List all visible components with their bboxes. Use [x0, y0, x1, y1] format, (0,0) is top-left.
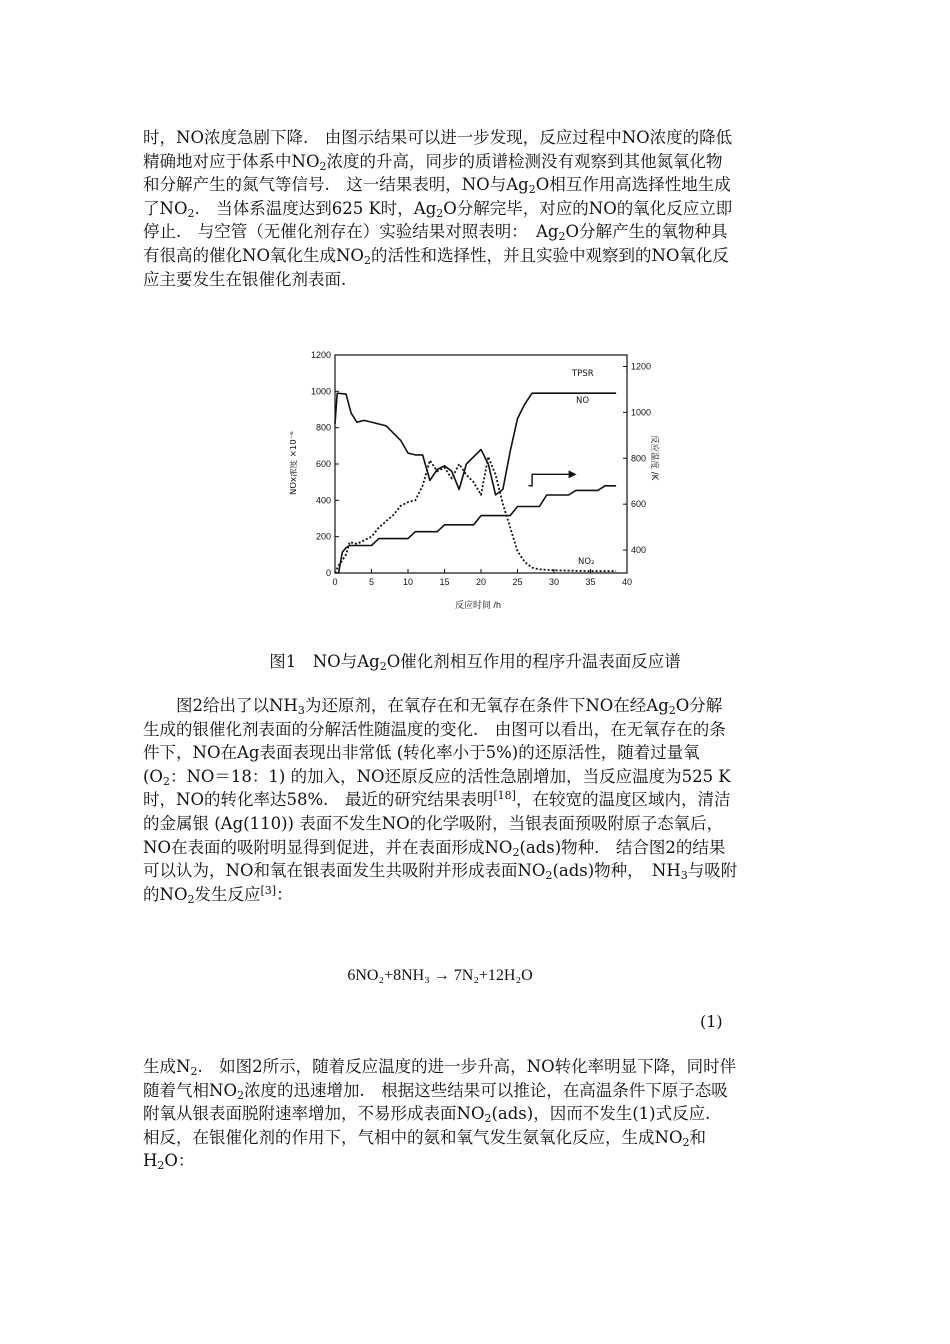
y-left-tick-label: 0 — [325, 568, 331, 578]
y-right-tick-label: 800 — [631, 453, 647, 464]
right-axis-arrow-line — [528, 474, 568, 485]
x-tick-label: 15 — [439, 577, 450, 587]
equation-number: (1) — [700, 1012, 723, 1031]
paragraph-3: 生成$N_2$. 如图2所示，随着反应温度的进一步升高，NO转化率明显下降，同时伴随着气相$NO_2$浓度的迅速增加. 根据这些结果可以推论，在高温条件下原子态吸附氧从银表面脱附速率增加，不易形成表面$NO_2(ads)$，因而不发生(1)式反应. 相反，在银催化剂的作用下，气相中的氨和氧气发生氨氧化反应，生成$NO_2$和$H_2O$： — [143, 1057, 737, 1173]
y-left-tick-label: 600 — [315, 459, 331, 469]
x-tick-label: 20 — [475, 577, 487, 587]
paragraph-2: 图2给出了以$NH_3$为还原剂，在氧存在和无氧存在条件下NO在经$Ag_2O$分解生成的银催化剂表面的分解活性随温度的变化. 由图可以看出，在无氧存在的条件下，NO在Ag表面表现出非常低 (转化率小于5%)的还原活性，随着过量氧 ($O_2$：NO＝18：1) 的加入，NO还原反应的活性急剧增加，当反应温度为525 K时，NO的转化率达58%. 最近的研究结果表明[18]，在较宽的温度区域内，清洁的金属银 (Ag(110)) 表面不发生NO的化学吸附，当银表面预吸附原子态氧后，NO在表面的吸附明显得到促进，并在表面形成$NO_2(ads)$物种. 结合图2的结果可以认为，NO和氧在银表面发生共吸附并形成表面$NO_2(ads)$物种， $NH_3$与吸附的$NO_2$发生反应[3]： — [143, 696, 738, 906]
chart-y-left-label: NOx浓度 ×10⁻⁶ — [290, 431, 299, 495]
x-tick-label: 10 — [402, 577, 414, 587]
equation-1: 6NO₂+8NH₃ → 7N₂+12H₂O — [347, 967, 533, 984]
y-right-tick-label: 400 — [631, 545, 647, 556]
y-left-tick-label: 200 — [315, 531, 331, 542]
paragraph-1: 时，NO浓度急剧下降. 由图示结果可以进一步发现，反应过程中NO浓度的降低精确地对应于体系中$NO_2$浓度的升高，同步的质谱检测没有观察到其他氮氧化物和分解产生的氮气等信号. 这一结果表明，NO与$Ag_2O$相互作用高选择性地生成了$NO_2$. 当体系温度达到625 K时，$Ag_2O$分解完毕，对应的NO的氧化反应立即停止. 与空管（无催化剂存在）实验结果对照表明： $Ag_2O$分解产生的氧物种具有很高的催化NO氧化生成$NO_2$的活性和选择性，并且实验中观察到的NO氧化反应主要发生在银催化剂表面. — [143, 128, 733, 289]
y-left-tick-label: 1200 — [310, 350, 331, 360]
chart-label-no: NO — [576, 396, 590, 406]
y-right-tick-label: 600 — [631, 499, 647, 510]
x-tick-label: 30 — [548, 577, 560, 587]
x-tick-label: 0 — [332, 577, 338, 587]
chart-x-axis-label: 反应时间 /h — [455, 600, 502, 610]
figure-caption: 图1 NO与$Ag_2O$催化剂相互作用的程序升温表面反应谱 — [269, 652, 681, 673]
y-left-tick-label: 400 — [315, 495, 331, 506]
series-line-temperature — [335, 486, 616, 573]
y-left-tick-label: 800 — [315, 422, 331, 433]
y-right-tick-label: 1200 — [631, 361, 652, 372]
x-tick-label: 35 — [585, 577, 596, 587]
x-tick-label: 25 — [512, 577, 523, 587]
series-line-no — [335, 393, 616, 495]
chart-label-tpsr: TPSR — [572, 369, 594, 379]
chart-label-no2: NO₂ — [578, 557, 595, 567]
x-tick-label: 5 — [368, 577, 375, 587]
y-right-tick-label: 1000 — [631, 407, 652, 418]
chart-y-right-label: 反应温度 /K — [649, 435, 659, 481]
y-left-tick-label: 1000 — [310, 386, 331, 397]
x-tick-label: 40 — [621, 577, 633, 587]
figure-1-chart — [290, 345, 660, 615]
chart-frame — [335, 355, 627, 573]
right-axis-arrow-head — [569, 470, 577, 478]
